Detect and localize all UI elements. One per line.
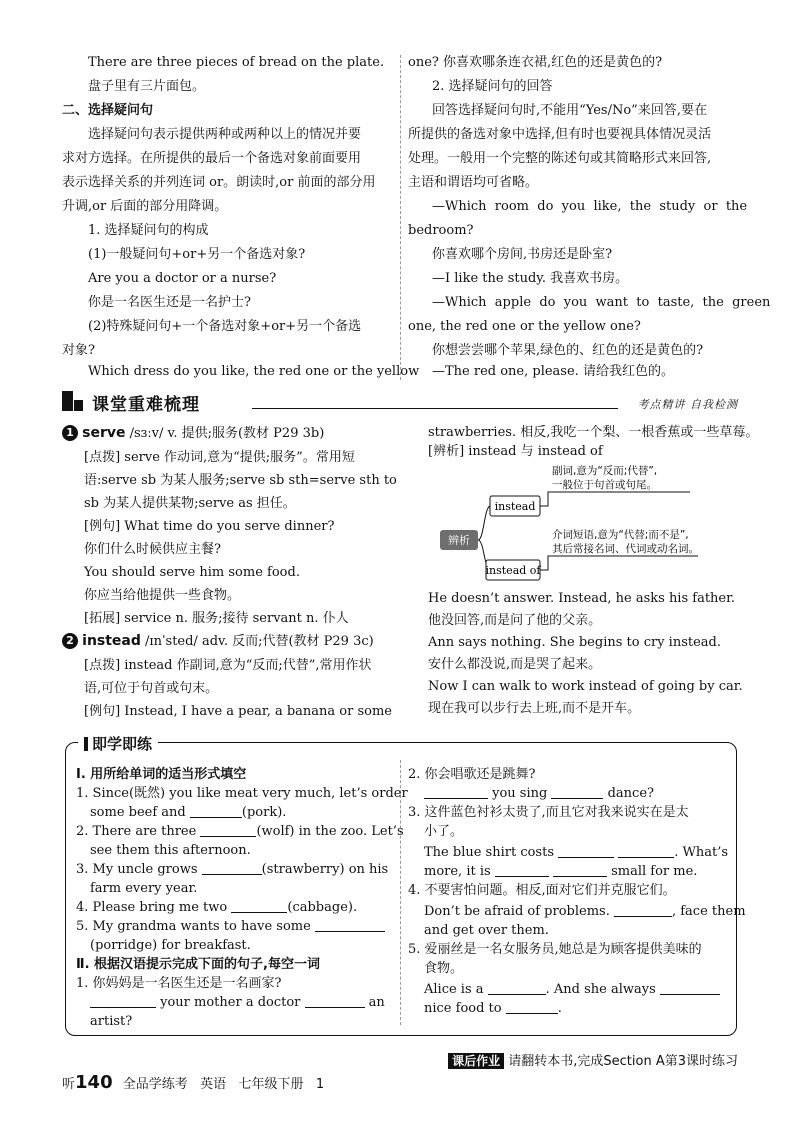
headword: serve [82,425,126,441]
tip-line: sb 为某人提供某物;serve as 担任。 [84,496,296,511]
section-rule [252,408,618,409]
example-sentence: You should serve him some food. [84,565,300,580]
question-line: artist? [90,1014,133,1029]
answer-blank[interactable] [558,857,614,858]
section-header [62,388,738,414]
svg-text:instead of: instead of [485,564,541,577]
example-sentence: There are three pieces of bread on the plate. [88,55,385,70]
practice-title: 即学即练 [78,733,158,754]
svg-text:辨析: 辨析 [448,534,470,547]
answer-blank[interactable] [231,912,287,913]
section-tags: 考点精讲 自我检测 [637,398,738,411]
svg-text:instead: instead [494,500,536,513]
tip-line: [点拨] instead 作副词,意为“反而;代替”,常用作状 [84,658,372,673]
vocab-entry-instead [62,632,374,651]
comparison-heading: [辨析] instead 与 instead of [428,444,603,459]
example-sentence: Now I can walk to work instead of going by car. [428,679,743,694]
question-line: nice food to . [424,1001,562,1016]
rule-line: 对象? [62,343,95,358]
question-line: 2. There are three (wolf) in the zoo. Let’s [76,824,404,839]
example-translation: 你是一名医生还是一名护士? [88,295,251,310]
comparison-diagram [438,464,748,588]
example-translation: 现在我可以步行去上班,而不是开车。 [428,701,641,716]
question-line: Alice is a . And she always [424,981,720,999]
question-line: farm every year. [90,881,198,896]
paragraph-line: 选择疑问句表示提供两种或两种以上的情况并要 [88,127,362,142]
page-footer [62,1072,324,1093]
part-heading: Ⅱ. 根据汉语提示完成下面的句子,每空一词 [76,957,320,972]
question-line: 3. My uncle grows (strawberry) on his [76,862,389,877]
paragraph-line: 主语和谓语均可省略。 [408,175,539,190]
book-title: 全品学练考 英语 七年级下册 1 [122,1077,325,1092]
example-sentence: Are you a doctor or a nurse? [88,271,277,286]
example-translation: 他没回答,而是问了他的父亲。 [428,613,602,628]
example-continuation: strawberries. 相反,我吃一个梨、一根香蕉或一些草莓。 [428,425,759,440]
paragraph-line: 表示选择关系的并列连词 or。朗读时,or 前面的部分用 [62,175,376,190]
question-line: your mother a doctor an [90,994,385,1012]
section-heading: 二、选择疑问句 [62,103,154,118]
question-line: 1. Since(既然) you like meat very much, let’s order [76,786,408,801]
question-line: see them this afternoon. [90,843,251,858]
dialog-line: bedroom? [408,223,474,238]
paragraph-line: 升调,or 后面的部分用降调。 [62,199,228,214]
dialog-line: —The red one, please. 请给我红色的。 [432,364,674,379]
example-translation: 安什么都没说,而是哭了起来。 [428,657,602,672]
question-line: 1. 你妈妈是一名医生还是一名画家? [76,976,282,991]
section-icon [62,391,82,411]
question-line: you sing dance? [424,785,654,803]
diagram-desc: 其后常接名词、代词或动名词。 [552,543,699,555]
example-continuation: one? 你喜欢哪条连衣裙,红色的还是黄色的? [408,55,663,70]
homework-note [448,1050,738,1069]
example-sentence: [例句] Instead, I have a pear, a banana or some [84,704,392,719]
answer-blank[interactable] [495,876,549,877]
dialog-translation: 你想尝尝哪个苹果,绿色的、红色的还是黄色的? [432,343,704,358]
diagram-node-instead-of [486,560,542,580]
question-line: 5. My grandma wants to have some [76,918,385,936]
answer-blank[interactable] [618,857,674,858]
section-title: 课堂重难梳理 [92,395,200,415]
question-line: 2. 你会唱歌还是跳舞? [408,767,536,782]
homework-tag: 课后作业 [448,1053,504,1069]
example-sentence: [例句] What time do you serve dinner? [84,519,335,534]
entry-definition: /sɜːv/ v. 提供;服务(教材 P29 3b) [125,426,325,441]
question-line: (porridge) for breakfast. [90,938,251,953]
question-line: and get over them. [424,923,549,938]
question-line: The blue shirt costs . What’s [424,845,729,860]
answer-blank[interactable] [506,1013,558,1014]
homework-text: 请翻转本书,完成Section A第3课时练习 [508,1054,738,1069]
answer-blank[interactable] [614,916,672,917]
diagram-desc: 副词,意为“反而;代替”, [552,465,658,477]
diagram-center-node [440,530,478,550]
practice-title-mark [84,737,88,751]
entry-definition: /ɪnˈsted/ adv. 反而;代替(教材 P29 3c) [140,634,374,649]
dialog-line: —I like the study. 我喜欢书房。 [432,271,629,286]
answer-blank[interactable] [660,994,720,995]
question-line: 4. 不要害怕问题。相反,面对它们并克服它们。 [408,883,676,898]
headword: instead [82,633,141,649]
example-translation: 盘子里有三片面包。 [88,79,206,94]
entry-number: 2 [62,633,78,649]
example-sentence: Ann says nothing. She begins to cry instead. [428,635,722,650]
answer-blank[interactable] [315,931,385,932]
answer-blank[interactable] [551,798,603,799]
entry-number: 1 [62,425,78,441]
answer-blank[interactable] [190,817,242,818]
tip-line: 语,可位于句首或句末。 [84,681,219,696]
answer-blank[interactable] [305,1007,365,1008]
question-line: 小了。 [424,824,464,839]
vocab-entry-serve [62,424,324,443]
tip-line: 语:serve sb 为某人服务;serve sb sth=serve sth to [84,473,397,488]
answer-blank[interactable] [488,994,546,995]
dialog-line: one, the red one or the yellow one? [408,319,641,334]
diagram-node-instead [490,496,540,516]
diagram-desc: 一般位于句首或句尾。 [552,479,657,491]
part-heading: Ⅰ. 用所给单词的适当形式填空 [76,767,247,782]
question-line: Don’t be afraid of problems. , face them [424,904,746,919]
extension-line: [拓展] service n. 服务;接待 servant n. 仆人 [84,611,349,626]
answer-blank[interactable] [424,798,488,799]
dialog-translation: 你喜欢哪个房间,书房还是卧室? [432,247,613,262]
page-number: 140 [75,1072,113,1093]
answer-blank[interactable] [202,874,262,875]
example-translation: 你应当给他提供一些食物。 [84,588,241,603]
rule-line: (2)特殊疑问句+一个备选对象+or+另一个备选 [88,319,362,334]
question-line: 食物。 [424,961,464,976]
paragraph-line: 所提供的备选对象中选择,但有时也要视具体情况灵活 [408,127,712,142]
tip-line: [点拨] serve 作动词,意为“提供;服务”。常用短 [84,450,355,465]
question-line: 3. 这件蓝色衬衫太贵了,而且它对我来说实在是太 [408,805,689,820]
column-divider [400,55,401,380]
question-line: more, it is small for me. [424,864,698,879]
dialog-line: —Which apple do you want to taste, the green [432,295,771,310]
example-translation: 你们什么时候供应主餐? [84,542,221,557]
answer-blank[interactable] [553,876,607,877]
paragraph-line: 回答选择疑问句时,不能用“Yes/No”来回答,要在 [432,103,707,118]
question-line: 4. Please bring me two (cabbage). [76,900,358,915]
question-line: some beef and (pork). [90,805,287,820]
diagram-desc: 介词短语,意为“代替;而不是”, [552,529,689,541]
paragraph-line: 处理。一般用一个完整的陈述句或其简略形式来回答, [408,151,712,166]
answer-blank[interactable] [200,836,256,837]
example-sentence: Which dress do you like, the red one or the yellow [88,364,420,379]
question-line: 5. 爱丽丝是一名女服务员,她总是为顾客提供美味的 [408,942,702,957]
footer-prefix: 听 [62,1077,76,1092]
rule-line: (1)一般疑问句+or+另一个备选对象? [88,247,306,262]
subheading: 2. 选择疑问句的回答 [432,79,553,94]
example-sentence: He doesn’t answer. Instead, he asks his father. [428,591,736,606]
dialog-line: —Which room do you like, the study or the [432,199,748,214]
answer-blank[interactable] [90,1007,156,1008]
paragraph-line: 求对方选择。在所提供的最后一个备选对象前面要用 [62,151,362,166]
subheading: 1. 选择疑问句的构成 [88,223,209,238]
